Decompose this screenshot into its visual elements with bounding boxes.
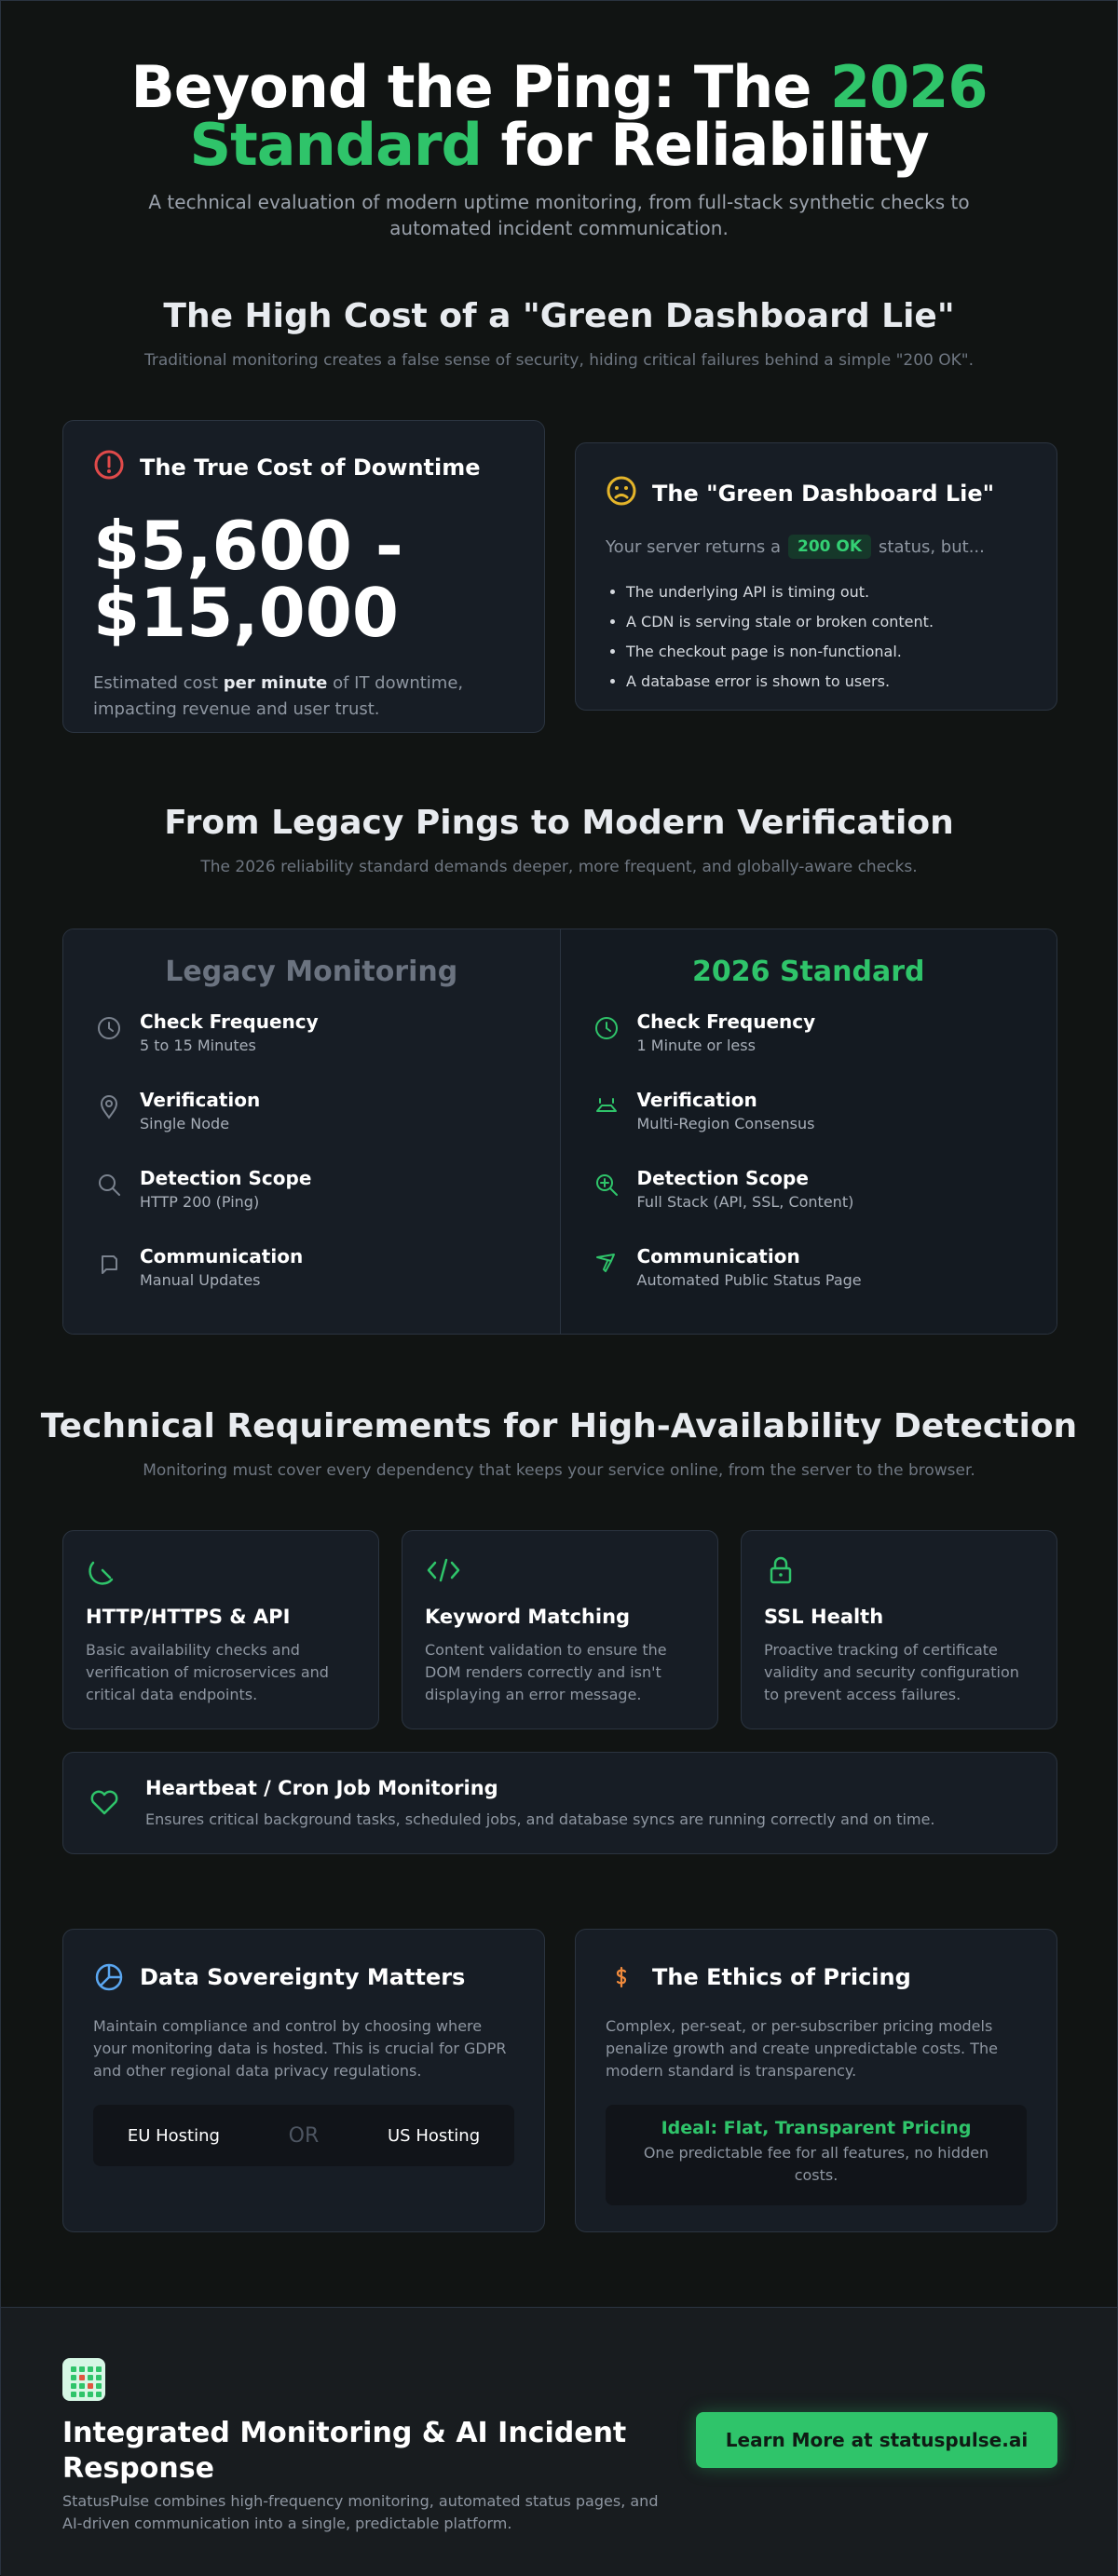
or-separator: OR bbox=[288, 2123, 320, 2148]
legacy-label: Detection Scope bbox=[140, 1167, 312, 1189]
cost-section-subtitle: Traditional monitoring creates a false sense of security, hiding critical failures behind a simple "200 OK". bbox=[143, 351, 975, 370]
requirements-section-title: Technical Requirements for High-Availability Detection bbox=[40, 1407, 1078, 1445]
cost-desc-prefix: Estimated cost bbox=[93, 673, 224, 693]
list-item: • A database error is shown to users. bbox=[626, 667, 1027, 697]
legacy-row-frequency bbox=[95, 1007, 528, 1085]
legacy-value: HTTP 200 (Ping) bbox=[140, 1193, 260, 1211]
cost-section-title: The High Cost of a "Green Dashboard Lie" bbox=[163, 297, 955, 335]
heartbeat-desc: Ensures critical background tasks, scheduled jobs, and database syncs are running correctly and on time. bbox=[145, 1810, 935, 1828]
zoom-in-icon bbox=[593, 1171, 620, 1199]
list-item: • The underlying API is timing out. bbox=[626, 577, 1027, 607]
lie-line-suffix: status, but... bbox=[879, 536, 985, 557]
downtime-cost-card bbox=[62, 420, 545, 733]
list-item: • A CDN is serving stale or broken content. bbox=[626, 607, 1027, 637]
pricing-title: The Ethics of Pricing bbox=[652, 1964, 911, 1990]
hosting-options bbox=[93, 2105, 514, 2166]
footer-cta-section bbox=[1, 2307, 1117, 2576]
requirement-title: Keyword Matching bbox=[425, 1606, 631, 1628]
pricing-ethics-card bbox=[575, 1929, 1057, 2232]
requirement-title: HTTP/HTTPS & API bbox=[86, 1606, 291, 1628]
hero-title-highlight-standard: Standard bbox=[189, 111, 482, 179]
modern-label: Verification bbox=[636, 1089, 757, 1111]
hero-title-part2: for Reliability bbox=[481, 111, 929, 179]
legacy-row-verification bbox=[95, 1085, 528, 1163]
hero-title bbox=[1, 53, 1117, 179]
lie-card-title: The "Green Dashboard Lie" bbox=[652, 481, 995, 507]
comparison-table bbox=[62, 929, 1057, 1335]
dollar-icon bbox=[606, 1961, 637, 1993]
modern-row-verification bbox=[593, 1085, 1026, 1163]
us-hosting-option[interactable]: US Hosting bbox=[388, 2125, 481, 2146]
chat-icon bbox=[95, 1249, 123, 1277]
statuspulse-logo-icon bbox=[62, 2358, 105, 2401]
modern-row-frequency bbox=[593, 1007, 1026, 1085]
lock-icon bbox=[764, 1553, 798, 1587]
alert-circle-icon bbox=[93, 449, 125, 486]
ideal-pricing-desc: One predictable fee for all features, no hidden costs. bbox=[643, 2144, 989, 2184]
modern-row-scope bbox=[593, 1163, 1026, 1241]
modern-column-title: 2026 Standard bbox=[692, 956, 925, 988]
requirements-section-subtitle: Monitoring must cover every dependency that keeps your service online, from the server to the browser. bbox=[143, 1461, 975, 1480]
learn-more-button[interactable]: Learn More at statuspulse.ai bbox=[696, 2412, 1057, 2468]
list-item: • The checkout page is non-functional. bbox=[626, 637, 1027, 667]
modern-column bbox=[561, 929, 1057, 1334]
requirement-card-http bbox=[62, 1530, 379, 1729]
cost-desc-bold: per minute bbox=[223, 673, 328, 693]
sovereignty-title: Data Sovereignty Matters bbox=[140, 1964, 466, 1990]
modern-value: 1 Minute or less bbox=[636, 1037, 756, 1054]
requirement-card-ssl bbox=[741, 1530, 1057, 1729]
search-icon bbox=[95, 1171, 123, 1199]
modern-value: Full Stack (API, SSL, Content) bbox=[636, 1193, 854, 1211]
modern-label: Check Frequency bbox=[636, 1010, 816, 1033]
cost-desc-suffix: of IT downtime, impacting revenue and user trust. bbox=[93, 673, 464, 719]
clock-icon bbox=[593, 1014, 620, 1042]
ideal-pricing-title: Ideal: Flat, Transparent Pricing bbox=[661, 2118, 972, 2138]
hero-subtitle: A technical evaluation of modern uptime monitoring, from full-stack synthetic checks to automated incident communication. bbox=[148, 191, 970, 239]
requirement-desc: Basic availability checks and verification of microservices and critical data endpoints. bbox=[86, 1641, 329, 1703]
heartbeat-title: Heartbeat / Cron Job Monitoring bbox=[145, 1777, 498, 1799]
legacy-value: Manual Updates bbox=[140, 1271, 261, 1289]
legacy-row-communication bbox=[95, 1241, 528, 1320]
requirement-title: SSL Health bbox=[764, 1606, 884, 1628]
modern-row-communication bbox=[593, 1241, 1026, 1320]
downtime-cost-amount bbox=[93, 507, 514, 652]
code-icon bbox=[425, 1553, 462, 1587]
green-dashboard-lie-card bbox=[575, 442, 1057, 711]
clock-icon bbox=[95, 1014, 123, 1042]
lie-card-statement bbox=[606, 535, 1027, 559]
cost-amount-line2: $15,000 bbox=[93, 574, 399, 652]
multi-region-icon bbox=[593, 1092, 620, 1120]
data-sovereignty-card bbox=[62, 1929, 545, 2232]
legacy-column bbox=[63, 929, 561, 1334]
heartbeat-card bbox=[62, 1752, 1057, 1854]
pricing-desc: Complex, per-seat, or per-subscriber pricing models penalize growth and create unpredictable costs. The modern standard is transparency. bbox=[606, 2017, 998, 2080]
requirement-desc: Content validation to ensure the DOM renders correctly and isn't displaying an error message. bbox=[425, 1641, 667, 1703]
footer-desc: StatusPulse combines high-frequency monitoring, automated status pages, and AI-driven communication into a single, predictable platform. bbox=[62, 2492, 659, 2532]
compare-section-subtitle: The 2026 reliability standard demands deeper, more frequent, and globally-aware checks. bbox=[200, 858, 918, 876]
sovereignty-desc: Maintain compliance and control by choosing where your monitoring data is hosted. This is crucial for GDPR and other regional data privacy regulations. bbox=[93, 2017, 507, 2080]
legacy-row-scope bbox=[95, 1163, 528, 1241]
lie-line-prefix: Your server returns a bbox=[606, 536, 782, 557]
legacy-value: 5 to 15 Minutes bbox=[140, 1037, 256, 1054]
modern-value: Multi-Region Consensus bbox=[636, 1115, 815, 1132]
hero-title-part1: Beyond the Ping: The bbox=[130, 53, 830, 121]
frown-face-icon bbox=[606, 475, 637, 512]
requirement-card-keyword bbox=[402, 1530, 718, 1729]
heart-icon bbox=[88, 1786, 121, 1820]
modern-label: Communication bbox=[636, 1245, 800, 1268]
modern-label: Detection Scope bbox=[636, 1167, 809, 1189]
location-pin-icon bbox=[95, 1092, 123, 1120]
modern-value: Automated Public Status Page bbox=[636, 1271, 862, 1289]
gauge-icon bbox=[86, 1553, 119, 1587]
legacy-label: Check Frequency bbox=[140, 1010, 319, 1033]
requirement-desc: Proactive tracking of certificate validity and security configuration to prevent access failures. bbox=[764, 1641, 1019, 1703]
downtime-cost-description bbox=[93, 671, 514, 723]
status-200-badge: 200 OK bbox=[788, 535, 871, 559]
eu-hosting-option[interactable]: EU Hosting bbox=[127, 2125, 220, 2146]
hero-title-highlight-year: 2026 bbox=[829, 53, 988, 121]
compare-section-title: From Legacy Pings to Modern Verification bbox=[164, 804, 954, 842]
megaphone-icon bbox=[593, 1249, 620, 1277]
cost-amount-line1: $5,600 - bbox=[93, 507, 403, 585]
legacy-label: Communication bbox=[140, 1245, 304, 1268]
lie-card-list bbox=[606, 577, 1027, 697]
legacy-label: Verification bbox=[140, 1089, 261, 1111]
legacy-column-title: Legacy Monitoring bbox=[165, 956, 458, 988]
footer-title: Integrated Monitoring & AI Incident Response bbox=[62, 2417, 627, 2485]
pie-chart-icon bbox=[93, 1961, 125, 1993]
downtime-card-title: The True Cost of Downtime bbox=[140, 454, 481, 481]
ideal-pricing-box bbox=[606, 2105, 1027, 2205]
legacy-value: Single Node bbox=[140, 1115, 230, 1132]
